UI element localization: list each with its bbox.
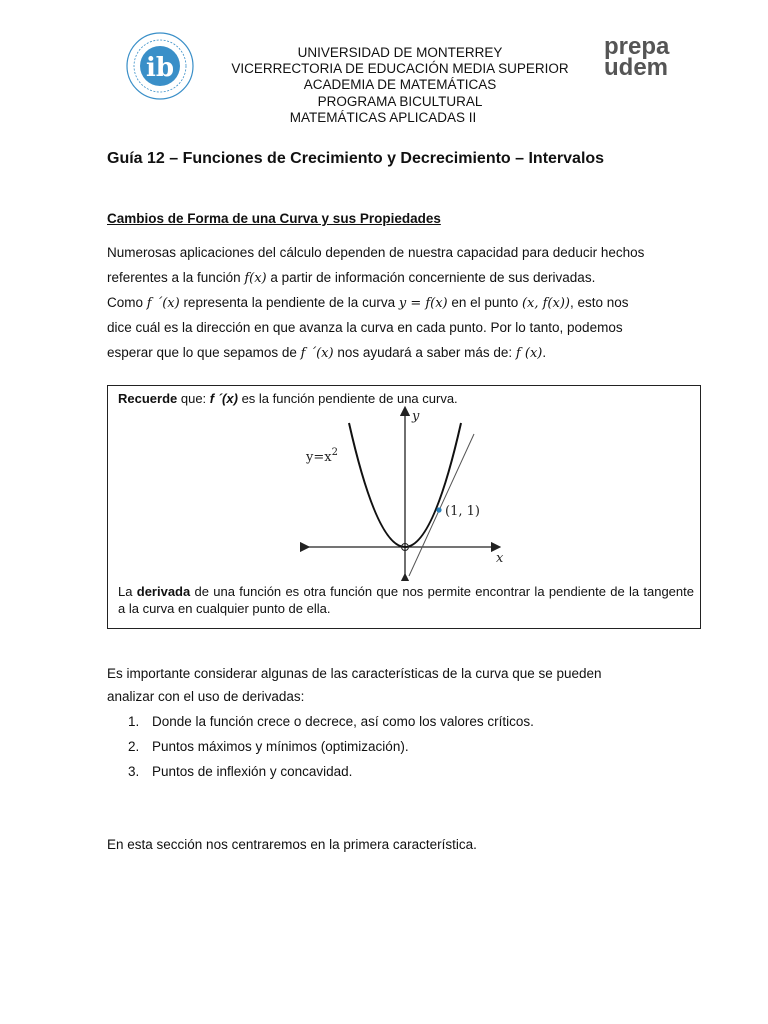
y-axis-label: y xyxy=(412,409,420,424)
math-fx: f (x) xyxy=(515,346,543,361)
list-text: Donde la función crece o decrece, así como los valores críticos. xyxy=(152,714,534,729)
text: nos ayudará a saber más de: xyxy=(333,345,516,360)
point-label: (1, 1) xyxy=(445,504,480,519)
list-item xyxy=(128,714,534,729)
text: referentes a la función xyxy=(107,270,245,285)
math-y-eq-fx: y = f(x) xyxy=(398,296,448,311)
derivada-bold: derivada xyxy=(136,584,191,599)
section-heading: Cambios de Forma de una Curva y sus Propiedades xyxy=(107,211,441,226)
after-line-1: Es importante considerar algunas de las características de la curva que se pueden xyxy=(107,666,602,681)
derivative-definition xyxy=(118,583,694,617)
text: Como xyxy=(107,295,147,310)
intro-line-1: Numerosas aplicaciones del cálculo dependen de nuestra capacidad para deducir hechos xyxy=(107,245,645,260)
list-text: Puntos de inflexión y concavidad. xyxy=(152,764,353,779)
svg-text:ib: ib xyxy=(145,53,175,83)
math-fx: f(x) xyxy=(244,271,267,286)
reminder-fprime: f ´(x) xyxy=(209,391,238,406)
text: , esto nos xyxy=(569,295,629,310)
math-fprime: f ´(x) xyxy=(146,296,180,311)
list-number: 3. xyxy=(128,764,140,779)
list-number: 1. xyxy=(128,714,140,729)
math-fprime: f ´(x) xyxy=(300,346,334,361)
intro-line-3 xyxy=(107,295,662,311)
list-item xyxy=(128,739,409,754)
intro-line-5 xyxy=(107,345,662,361)
text: La xyxy=(118,584,137,599)
x-axis-label: x xyxy=(496,551,504,566)
math-point: (x, f(x)) xyxy=(521,296,570,311)
text: representa la pendiente de la curva xyxy=(179,295,399,310)
point-1-1 xyxy=(436,507,441,512)
reminder-box xyxy=(107,385,701,629)
header-university: UNIVERSIDAD DE MONTERREY xyxy=(297,45,503,60)
text: es la función pendiente de una curva. xyxy=(237,391,458,406)
text: a partir de información concerniente de sus derivadas. xyxy=(266,270,596,285)
text: de una función es otra función que nos permite encontrar la pendiente de la tangente a la curva en cualquier punto de ella. xyxy=(118,584,694,616)
closing-line: En esta sección nos centraremos en la primera característica. xyxy=(107,837,477,852)
header-vicerrectoria: VICERRECTORIA DE EDUCACIÓN MEDIA SUPERIOR xyxy=(231,61,569,76)
after-line-2: analizar con el uso de derivadas: xyxy=(107,689,305,704)
header-academia: ACADEMIA DE MATEMÁTICAS xyxy=(303,77,497,92)
header-materia: MATEMÁTICAS APLICADAS II xyxy=(289,110,477,125)
text: . xyxy=(542,345,547,360)
logo-prepa-text: prepa xyxy=(604,33,670,60)
text: esperar que lo que sepamos de xyxy=(107,345,301,360)
text: en el punto xyxy=(447,295,522,310)
logo-udem-text: udem xyxy=(604,54,669,81)
reminder-heading xyxy=(118,391,458,406)
list-item xyxy=(128,764,352,779)
reminder-bold: Recuerde xyxy=(118,391,178,406)
parabola-graph xyxy=(293,406,523,581)
curve-equation-label: $y=x^2$ xyxy=(306,447,338,465)
list-number: 2. xyxy=(128,739,140,754)
list-text: Puntos máximos y mínimos (optimización). xyxy=(152,739,409,754)
text: que: xyxy=(177,391,210,406)
intro-line-4: dice cuál es la dirección en que avanza la curva en cada punto. Por lo tanto, podemos xyxy=(107,320,623,335)
page-title: Guía 12 – Funciones de Crecimiento y Decrecimiento – Intervalos xyxy=(107,150,605,167)
intro-line-2 xyxy=(107,270,662,286)
header-programa: PROGRAMA BICULTURAL xyxy=(317,94,483,109)
prepa-udem-logo xyxy=(604,33,670,81)
